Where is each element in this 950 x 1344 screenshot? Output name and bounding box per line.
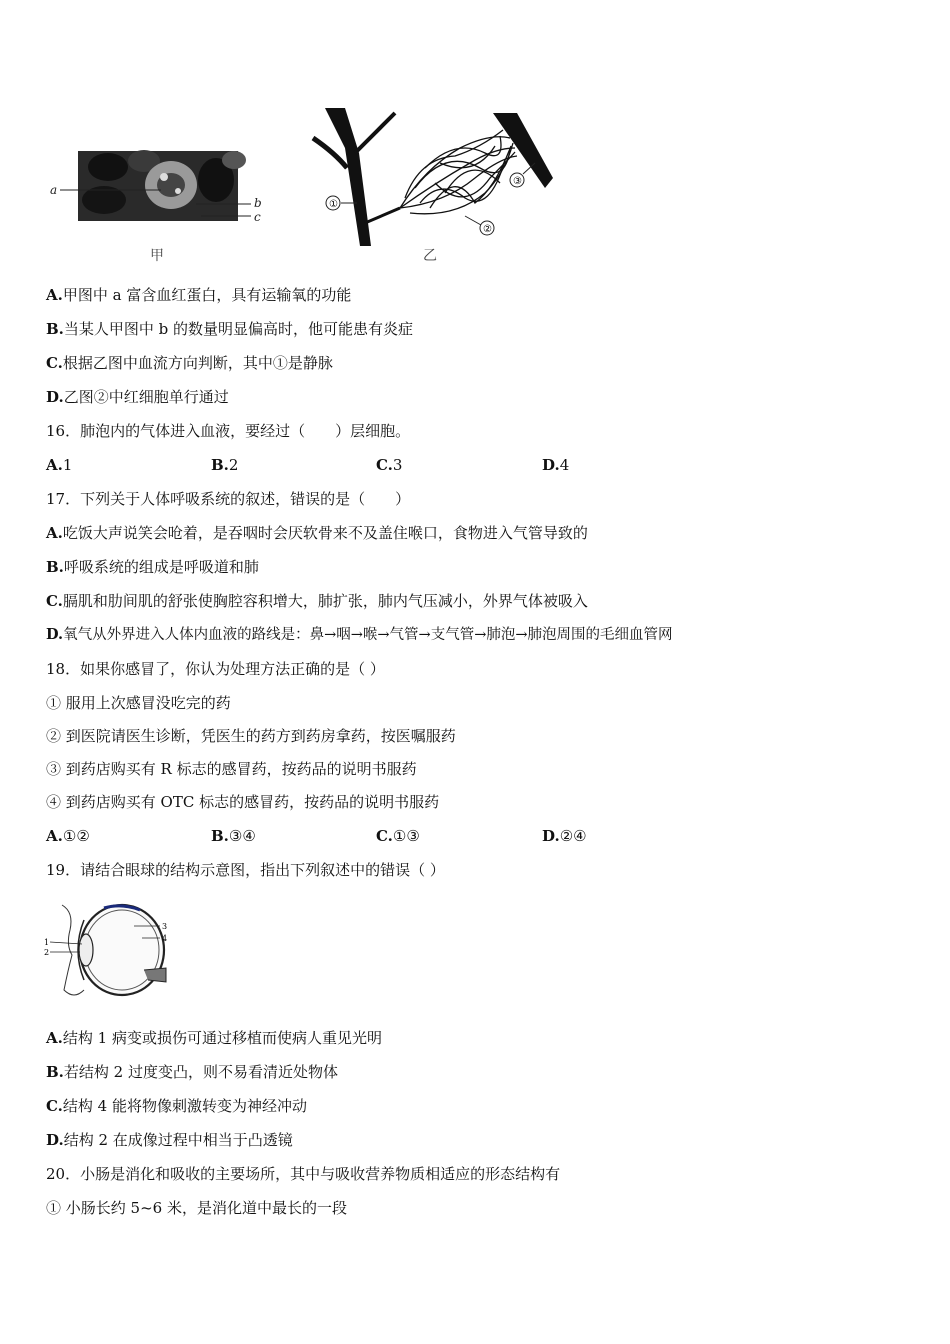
q16-option-a: A.1 xyxy=(46,456,73,474)
q19-option-a: A.结构 1 病变或损伤可通过移植而使病人重见光明 xyxy=(46,1029,382,1047)
q18-item-2: ② 到医院请医生诊断，凭医生的药方到药房拿药，按医嘱服药 xyxy=(46,727,456,745)
q17-option-c: C.膈肌和肋间肌的舒张使胸腔容积增大，肺扩张，肺内气压减小，外界气体被吸入 xyxy=(46,592,588,610)
caption-jia: 甲 xyxy=(150,248,164,264)
figure-eye xyxy=(44,900,170,1005)
label-b: b xyxy=(254,196,262,210)
q19-option-b: B.若结构 2 过度变凸，则不易看清近处物体 xyxy=(46,1063,338,1081)
q18-option-b: B.③④ xyxy=(211,827,256,845)
eye-label-4: 4 xyxy=(162,934,168,943)
capillary-network-image xyxy=(305,108,560,266)
q15-option-c: C.根据乙图中血流方向判断，其中①是静脉 xyxy=(46,354,333,372)
q19-option-c: C.结构 4 能将物像刺激转变为神经冲动 xyxy=(46,1097,307,1115)
q17-option-a: A.吃饭大声说笑会呛着，是吞咽时会厌软骨来不及盖住喉口，食物进入气管导致的 xyxy=(46,524,588,542)
eye-label-1: 1 xyxy=(44,938,50,947)
q16-option-d: D.4 xyxy=(542,456,570,474)
q18-option-a: A.①② xyxy=(46,827,90,845)
q18-option-c: C.①③ xyxy=(376,827,420,845)
q19-option-d: D.结构 2 在成像过程中相当于凸透镜 xyxy=(46,1131,293,1149)
q17-stem: 17．下列关于人体呼吸系统的叙述，错误的是（ ） xyxy=(46,490,411,508)
figure-yi xyxy=(305,108,560,266)
q20-item-1: ① 小肠长约 5~6 米，是消化道中最长的一段 xyxy=(46,1199,347,1217)
eye-label-2: 2 xyxy=(44,948,50,957)
figure-jia xyxy=(46,145,276,270)
q16-option-b: B.2 xyxy=(211,456,239,474)
q17-option-b: B.呼吸系统的组成是呼吸道和肺 xyxy=(46,558,259,576)
q20-stem: 20．小肠是消化和吸收的主要场所，其中与吸收营养物质相适应的形态结构有 xyxy=(46,1165,561,1183)
q18-item-3: ③ 到药店购买有 R 标志的感冒药，按药品的说明书服药 xyxy=(46,760,417,778)
eye-label-3: 3 xyxy=(162,922,168,931)
q16-stem: 16．肺泡内的气体进入血液，要经过（ ）层细胞。 xyxy=(46,422,411,440)
q18-item-4: ④ 到药店购买有 OTC 标志的感冒药，按药品的说明书服药 xyxy=(46,793,440,811)
eye-structure-diagram xyxy=(44,900,170,1005)
q15-option-a: A.甲图中 a 富含血红蛋白，具有运输氧的功能 xyxy=(46,286,352,304)
q18-option-d: D.②④ xyxy=(542,827,587,845)
label-1: ① xyxy=(329,199,338,210)
label-2: ② xyxy=(483,224,492,235)
label-a: a xyxy=(50,183,58,197)
q19-stem: 19．请结合眼球的结构示意图，指出下列叙述中的错误（ ） xyxy=(46,861,445,879)
q16-option-c: C.3 xyxy=(376,456,403,474)
q18-stem: 18．如果你感冒了，你认为处理方法正确的是（ ） xyxy=(46,660,385,678)
q18-item-1: ① 服用上次感冒没吃完的药 xyxy=(46,694,231,712)
q15-option-b: B.当某人甲图中 b 的数量明显偏高时，他可能患有炎症 xyxy=(46,320,414,338)
label-c: c xyxy=(254,210,261,224)
label-3: ③ xyxy=(513,176,522,187)
q17-option-d: D.氧气从外界进入人体内血液的路线是：鼻→咽→喉→气管→支气管→肺泡→肺泡周围的毛细血管网 xyxy=(46,626,673,643)
caption-yi: 乙 xyxy=(423,248,437,264)
q15-option-d: D.乙图②中红细胞单行通过 xyxy=(46,388,229,406)
